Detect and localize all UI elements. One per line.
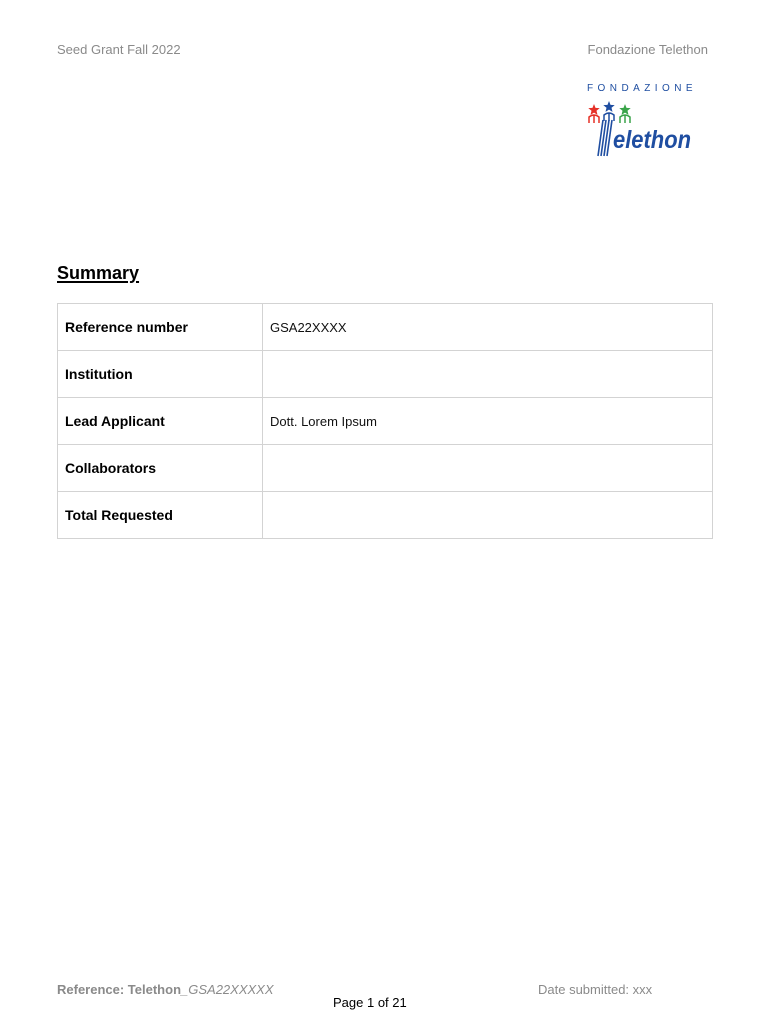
footer-date-submitted: Date submitted: xxx [538, 982, 653, 997]
row-value: GSA22XXXX [263, 304, 713, 351]
logo-wordmark-text: elethon [613, 126, 691, 154]
blue-star-icon [603, 101, 614, 112]
table-row [58, 445, 713, 492]
row-label: Lead Applicant [58, 398, 263, 445]
row-label: Institution [58, 351, 263, 398]
header-grant-title: Seed Grant Fall 2022 [57, 42, 181, 57]
page-number: Page 1 of 21 [333, 995, 407, 1010]
row-label: Total Requested [58, 492, 263, 539]
t-stem-stripes-icon [598, 120, 612, 156]
blue-arch-icon [604, 113, 614, 121]
footer-reference-code: _GSA22XXXXX [181, 982, 274, 997]
summary-table [57, 303, 713, 539]
row-label: Reference number [58, 304, 263, 351]
section-title: Summary [57, 263, 140, 283]
logo-label: FONDAZIONE [587, 83, 698, 94]
row-value: Dott. Lorem Ipsum [263, 398, 713, 445]
table-row [58, 492, 713, 539]
red-arch-icon [589, 115, 599, 123]
table-row [58, 398, 713, 445]
footer-reference [57, 982, 274, 998]
header-organization: Fondazione Telethon [587, 42, 708, 57]
table-row [58, 351, 713, 398]
footer-reference-label: Reference: Telethon [57, 982, 182, 997]
green-star-icon [619, 104, 630, 115]
row-label: Collaborators [58, 445, 263, 492]
table-row [58, 304, 713, 351]
row-value [263, 445, 713, 492]
row-value [263, 492, 713, 539]
row-value [263, 351, 713, 398]
red-star-icon [588, 104, 599, 115]
telethon-logo [585, 100, 695, 160]
green-arch-icon [620, 115, 630, 123]
